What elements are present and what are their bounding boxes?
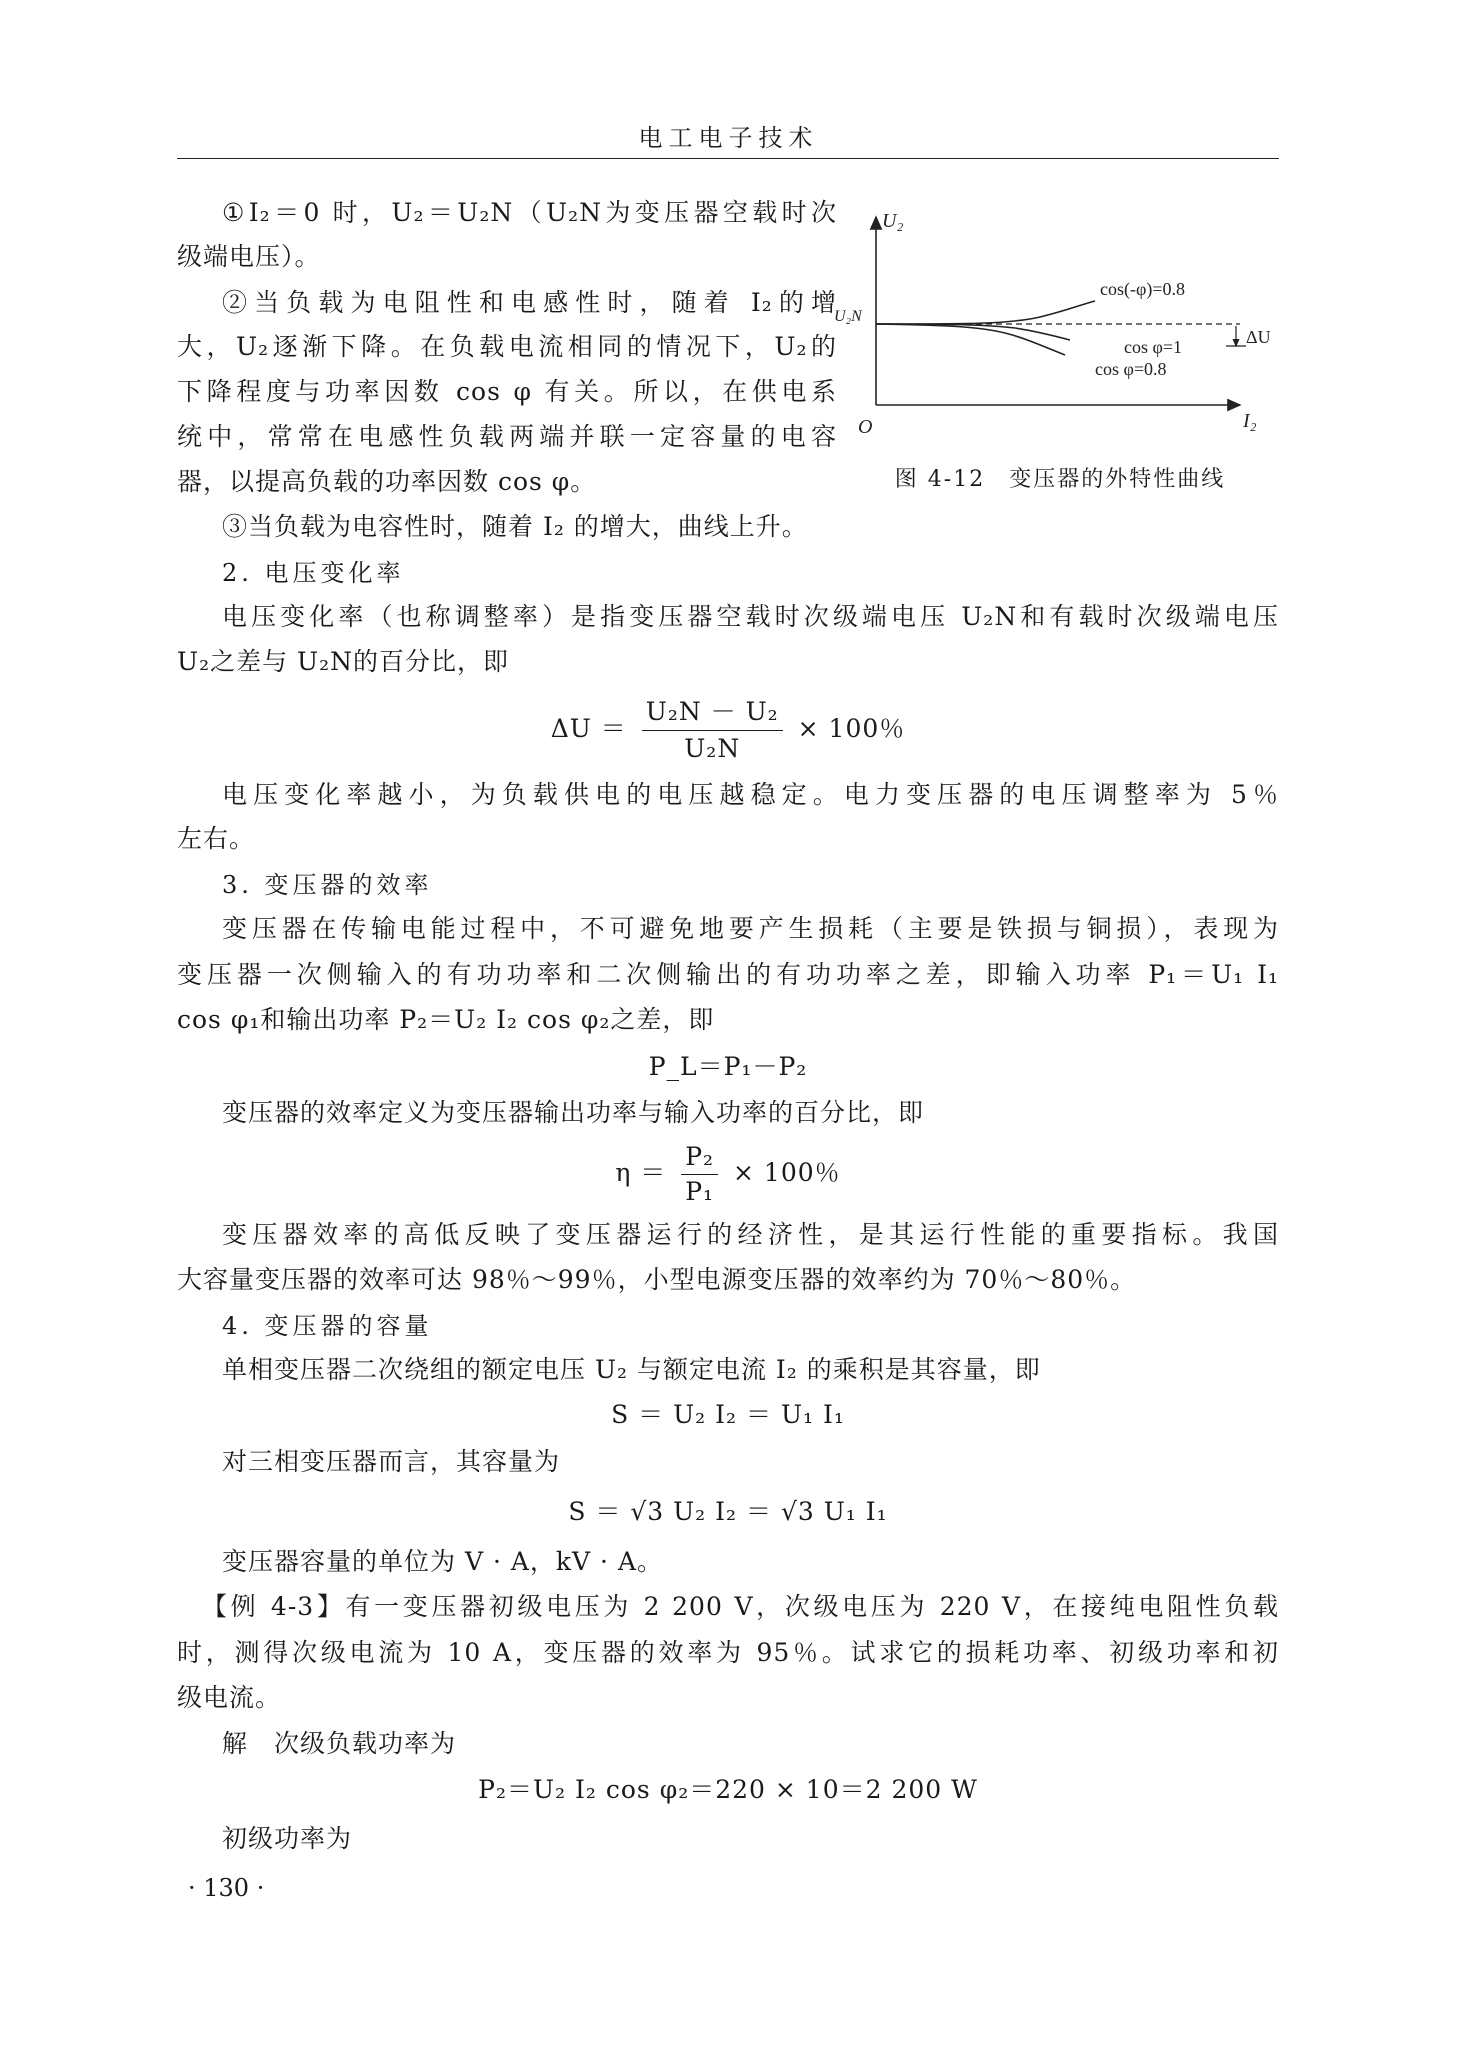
text-line: 变压器效率的高低反映了变压器运行的经济性，是其运行性能的重要指标。我国	[222, 1220, 1279, 1249]
curve-up-label: cos(-φ)=0.8	[1100, 279, 1186, 299]
formula-numerator: P₂	[681, 1140, 718, 1175]
text-line: 解 次级负载功率为	[222, 1729, 457, 1758]
curve-mid-label: cos φ=1	[1124, 337, 1183, 357]
text-line: 左右。	[177, 824, 256, 853]
text-line: U₂之差与 U₂N的百分比，即	[177, 647, 510, 676]
formula-lhs: ΔU ＝	[550, 714, 627, 743]
text-line: 【例 4-3】有一变压器初级电压为 2 200 V，次级电压为 220 V，在接纯电阻性负载	[202, 1592, 1279, 1621]
text-line: 变压器一次侧输入的有功功率和二次侧输出的有功功率之差，即输入功率 P₁＝U₁ I₁	[177, 960, 1279, 989]
text-line: 器，以提高负载的功率因数 cos φ。	[177, 467, 597, 496]
transformer-characteristic-figure	[834, 205, 1280, 455]
text-line: 大，U₂逐渐下降。在负载电流相同的情况下，U₂的	[177, 332, 837, 361]
text-line: 变压器在传输电能过程中，不可避免地要产生损耗（主要是铁损与铜损），表现为	[222, 914, 1279, 943]
formula-denominator: P₁	[685, 1177, 715, 1206]
text-line: 电压变化率越小，为负载供电的电压越稳定。电力变压器的电压调整率为 5％	[222, 780, 1279, 809]
origin-label: O	[858, 416, 873, 438]
formula-voltage-regulation	[177, 694, 1279, 767]
formula-rhs: × 100％	[797, 714, 906, 743]
x-axis-label: I₂	[1243, 410, 1257, 432]
curve-resistive	[876, 324, 1070, 340]
section-heading: 4. 变压器的容量	[222, 1312, 433, 1340]
formula-numerator: U₂N － U₂	[642, 694, 783, 731]
formula-three-phase-capacity: S ＝ √3 U₂ I₂ ＝ √3 U₁ I₁	[568, 1497, 888, 1526]
formula-secondary-power: P₂＝U₂ I₂ cos φ₂＝220 × 10＝2 200 W	[478, 1775, 978, 1804]
figure-caption: 图 4-12 变压器的外特性曲线	[894, 467, 1226, 492]
text-line: 初级功率为	[222, 1824, 353, 1853]
text-line: 下降程度与功率因数 cos φ 有关。所以，在供电系	[177, 377, 837, 406]
formula-rhs: × 100％	[733, 1158, 841, 1187]
curve-inductive	[876, 324, 1065, 355]
section-heading: 3. 变压器的效率	[222, 871, 433, 899]
text-line: 变压器的效率定义为变压器输出功率与输入功率的百分比，即	[222, 1098, 925, 1127]
text-line: 时，测得次级电流为 10 A，变压器的效率为 95％。试求它的损耗功率、初级功率和初	[177, 1638, 1279, 1667]
text-line: ②当负载为电阻性和电感性时，随着 I₂的增	[222, 288, 837, 317]
delta-u-label: ΔU	[1246, 327, 1271, 347]
formula-power-loss: P_L＝P₁－P₂	[648, 1052, 808, 1081]
section-heading: 2. 电压变化率	[222, 559, 405, 587]
characteristic-curve-svg	[834, 205, 1280, 455]
text-line: 级端电压）。	[177, 242, 321, 271]
text-line: ①I₂＝0 时，U₂＝U₂N（U₂N为变压器空载时次	[222, 198, 837, 227]
text-line: 级电流。	[177, 1683, 282, 1712]
running-header: 电工电子技术	[638, 124, 819, 152]
curve-low-label: cos φ=0.8	[1095, 359, 1167, 379]
text-line: 变压器容量的单位为 V · A，kV · A。	[222, 1547, 663, 1576]
formula-efficiency	[177, 1140, 1279, 1209]
text-line: cos φ₁和输出功率 P₂＝U₂ I₂ cos φ₂之差，即	[177, 1005, 715, 1034]
text-line: 对三相变压器而言，其容量为	[222, 1447, 561, 1476]
formula-fraction	[642, 694, 783, 767]
text-line: 大容量变压器的效率可达 98％～99％，小型电源变压器的效率约为 70％～80％。	[177, 1265, 1137, 1294]
formula-fraction	[681, 1140, 718, 1209]
page-number: · 130 ·	[188, 1874, 265, 1902]
text-line: 单相变压器二次绕组的额定电压 U₂ 与额定电流 I₂ 的乘积是其容量，即	[222, 1355, 1041, 1384]
formula-lhs: η ＝	[615, 1158, 667, 1187]
text-line: ③当负载为电容性时，随着 I₂ 的增大，曲线上升。	[222, 512, 808, 541]
text-line: 统中，常常在电感性负载两端并联一定容量的电容	[177, 422, 837, 451]
y-axis-label: U₂	[882, 210, 904, 232]
text-line: 电压变化率（也称调整率）是指变压器空载时次级端电压 U₂N和有载时次级端电压	[222, 602, 1279, 631]
curve-capacitive	[876, 301, 1095, 324]
u2n-label: U₂N	[834, 308, 862, 325]
formula-denominator: U₂N	[684, 734, 741, 763]
header-rule	[177, 158, 1279, 159]
formula-single-phase-capacity: S ＝ U₂ I₂ ＝ U₁ I₁	[611, 1400, 845, 1429]
